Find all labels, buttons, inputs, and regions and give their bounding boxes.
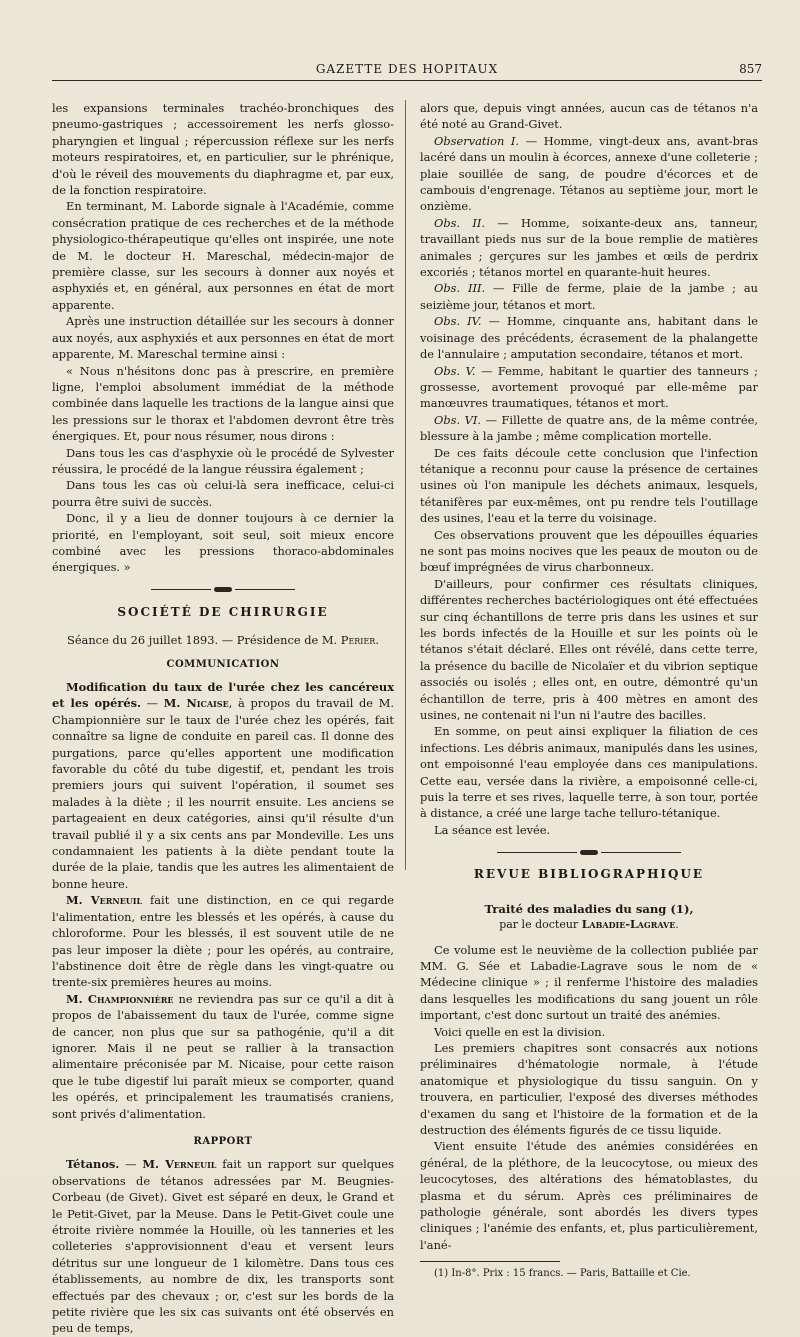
author-name: Labadie-Lagrave: [581, 918, 676, 932]
paragraph: D'ailleurs, pour confirmer ces résultats cliniques, différentes recherches bactériologiques ont été effectuées sur cinq échantillons de terre pris dans les usines et sur les bords infectés de la Houille et sur les points où le tétanos s'était déclaré. Elles ont révélé, dans cette terre, la présence du bacille de Nicolaïer et du vibrion septique associés ou isolés ; elles ont, en outre, démontré qu'un échantillon de terre, pris à 400 mètres en amont des usines, ne contenait ni l'un ni l'autre des bacilles.: [420, 576, 758, 723]
book-author-line: par le docteur Labadie-Lagrave.: [499, 918, 679, 932]
comm-title: Modification du taux de l'urée chez les cancéreux et les opérés.: [52, 680, 394, 711]
observation: Obs. III. — Fille de ferme, plaie de la jambe ; au seizième jour, tétanos et mort.: [420, 281, 759, 312]
subhead-rapport: RAPPORT: [193, 1135, 253, 1147]
speaker-name: M. Verneuil: [142, 1157, 217, 1172]
journal-title: GAZETTE DES HOPITAUX: [315, 62, 499, 76]
observation: Obs. VI. — Fillette de quatre ans, de la même contrée, blessure à la jambe ; même complication mortelle.: [420, 412, 758, 444]
observation: Observation I. — Homme, vingt-deux ans, avant-bras lacéré dans un moulin à écorces, annexe d'une colleterie ; plaie souillée de sang, de poudre d'écorces et de cambouis d'engrenage. Tétanos au septième jour, mort le onzième.: [420, 133, 759, 214]
section-title-revue: REVUE BIBLIOGRAPHIQUE: [473, 867, 705, 882]
observation: Obs. II. — Homme, soixante-deux ans, tanneur, travaillant pieds nus sur de la boue remplie de matières animales ; gerçures sur les jambes et œils de perdrix excoriés ; tétanos mortel en quarante-huit heures.: [420, 215, 758, 280]
right-column: [420, 100, 758, 1283]
footnote: (1) In-8°. Prix : 15 francs. — Paris, Battaille et Cie.: [434, 1268, 691, 1280]
paragraph: En somme, on peut ainsi expliquer la filiation de ces infections. Les débris animaux, manipulés dans les usines, ont empoisonné l'eau employée dans ces manipulations. Cette eau, versée dans la rivière, a empoisonné celle-ci, puis la terre et ses rives, laquelle terre, à son tour, portée à distance, a créé une large tache telluro-tétanique.: [420, 724, 758, 821]
column-divider: [405, 100, 406, 870]
speaker-name: M. Verneuil: [66, 893, 143, 908]
page-number: 857: [739, 62, 762, 76]
seance-line: Séance du 26 juillet 1893. — Présidence de M. Perier.: [67, 633, 379, 648]
paragraph: Vient ensuite l'étude des anémies considérées en général, de la pléthore, de la leucocytose, ou mieux des leucocytoses, des altérations des hématoblastes, du plasma et du sérum. Après ces préliminaires de pathologie générale, sont abordés les divers types cliniques ; l'anémie des enfants, et, plus particulièrement, l'ané-: [420, 1139, 758, 1252]
paragraph: La séance est levée.: [434, 822, 551, 837]
paragraph: les expansions terminales trachéo-bronchiques des pneumo-gastriques ; accessoirement les nerfs glosso-pharyngien et lingual ; répercussion réflexe sur les nerfs moteurs respiratoires, et, en particulier, sur le phrénique, d'où le réveil des mouvements du diaphragme et, par eux, de la fonction respiratoire.: [52, 101, 394, 198]
verneuil-paragraph: M. Verneuil fait une distinction, en ce qui regarde l'alimentation, entre les blessés et les opérés, à cause du chloroforme. Pour les blessés, il est souvent utile de ne pas leur imposer la diète ; pour les opérés, au contraire, l'abstinence doit être de règle dans les vingt-quatre ou trente-six premières heures au moins.: [52, 893, 394, 990]
header-rule: [52, 80, 762, 81]
ornament-divider: [420, 848, 758, 856]
ornament-divider: [52, 586, 394, 594]
paragraph: Donc, il y a lieu de donner toujours à ce dernier la priorité, en l'employant, soit seul, soit mieux encore combiné avec les pressions thoraco-abdominales énergiques. »: [52, 511, 394, 575]
president-name: Perier: [340, 633, 376, 648]
footnote-rule: [420, 1261, 560, 1262]
paragraph: alors que, depuis vingt années, aucun cas de tétanos n'a été noté au Grand-Givet.: [420, 101, 758, 132]
paragraph: Les premiers chapitres sont consacrés aux notions préliminaires d'hématologie normale, à l'étude anatomique et physiologique du tissu sanguin. On y trouvera, en particulier, l'exposé des diverses méthodes d'examen du sang et l'histoire de la formation et de la destruction des éléments figurés de ce tissu liquide.: [420, 1040, 758, 1137]
paragraph: De ces faits découle cette conclusion que l'infection tétanique a reconnu pour cause la présence de certaines usines où l'on manipule les déchets animaux, lesquels, tétanifères par eux-mêmes, ont pu rendre tels l'outillage des usines, l'eau et la terre du voisinage.: [420, 445, 758, 526]
paragraph: Ces observations prouvent que les dépouilles équaries ne sont pas moins nocives que les peaux de mouton ou de bœuf imprégnées de virus charbonneux.: [420, 527, 758, 575]
speaker-name: M. Nicaise: [163, 696, 229, 711]
left-column: [52, 100, 394, 1337]
observation: Obs. V. — Femme, habitant le quartier des tanneurs ; grossesse, avortement provoqué par elle-même par manœuvres traumatiques, tétanos et mort.: [420, 363, 759, 411]
observation: Obs. IV. — Homme, cinquante ans, habitant dans le voisinage des précédents, écrasement de la phalangette de l'annulaire ; amputation secondaire, tétanos et mort.: [420, 314, 758, 362]
speaker-name: M. Championnière: [66, 991, 174, 1006]
communication-paragraph: Modification du taux de l'urée chez les cancéreux et les opérés. — M. Nicaise, à propos du travail de M. Championnière sur le taux de l'urée chez les opérés, fait connaître sa ligne de conduite en pareil cas. Il donne des purgations, parce qu'elles apportent une modification favorable du côté du tube digestif, et, pendant les trois premiers jours qui suivent l'opération, il soumet ses malades à la diète ; il les nourrit ensuite. Les anciens se partageaient en deux catégories, ainsi qu'il résulte d'un travail publié il y a six cents ans par Mondeville. Les uns condamnaient les patients à la diète pendant toute la durée de la plaie, tandis que les autres les alimentaient de bonne heure.: [52, 680, 395, 891]
subhead-communication: COMMUNICATION: [166, 658, 280, 670]
championniere-paragraph: M. Championnière ne reviendra pas sur ce qu'il a dit à propos de l'abaissement du taux de l'urée, comme signe de cancer, non plus que sur sa pathogénie, qu'il a dit ignorer. Mais il ne peut se rallier à la transaction alimentaire préconisée par M. Nicaise, pour cette raison que le tube digestif lui paraît mieux se comporter, quand les opérés, et principalement les traumatisés craniens, sont privés d'alimentation.: [52, 991, 394, 1121]
tetanos-title: Tétanos.: [66, 1157, 120, 1172]
paragraph: Dans tous les cas d'asphyxie où le procédé de Sylvester réussira, le procédé de la langue réussira également ;: [52, 445, 394, 476]
paragraph: Voici quelle en est la division.: [434, 1024, 606, 1039]
paragraph: Ce volume est le neuvième de la collection publiée par MM. G. Sée et Labadie-Lagrave sous le nom de « Médecine clinique » ; il renferme l'histoire des maladies dans lesquelles les modifications du sang jouent un rôle important, c'est donc surtout un traité des anémies.: [420, 942, 758, 1023]
paragraph: « Nous n'hésitons donc pas à prescrire, en première ligne, l'emploi absolument immédiat de la méthode combinée dans laquelle les tractions de la langue ainsi que les pressions sur le thorax et l'abdomen devront être très énergiques. Et, pour nous résumer, nous dirons :: [52, 363, 394, 444]
paragraph: En terminant, M. Laborde signale à l'Académie, comme consécration pratique de ces recherches et de la méthode physiologico-thérapeutique qu'elles ont inspirée, une note de M. le docteur H. Mareschal, médecin-major de première classe, sur les secours à donner aux noyés et asphyxiés et, en général, aux personnes en état de mort apparente.: [52, 199, 394, 312]
section-title-societe: SOCIÉTÉ DE CHIRURGIE: [117, 604, 329, 619]
page-header: [52, 58, 762, 82]
paragraph: Après une instruction détaillée sur les secours à donner aux noyés, aux asphyxiés et aux personnes en état de mort apparente, M. Mareschal termine ainsi :: [52, 314, 394, 362]
book-title: Traité des maladies du sang (1),: [484, 901, 694, 916]
paragraph: Dans tous les cas où celui-là sera inefficace, celui-ci pourra être suivi de succès.: [52, 478, 394, 509]
tetanos-paragraph: Tétanos. — M. Verneuil fait un rapport sur quelques observations de tétanos adressées par M. Beugnies-Corbeau (de Givet). Givet est séparé en deux, le Grand et le Petit-Givet, par la Meuse. Dans le Petit-Givet coule une étroite rivière nommée la Houille, où les tanneries et les colleteries s'approvisionnent d'eau et versent leurs détritus sur une longueur de 1 kilomètre. Dans tous ces établissements, au nombre de dix, les transports sont effectués par des chevaux ; or, c'est sur les bords de la petite rivière que les six cas suivants ont été observés en peu de temps,: [52, 1157, 394, 1336]
